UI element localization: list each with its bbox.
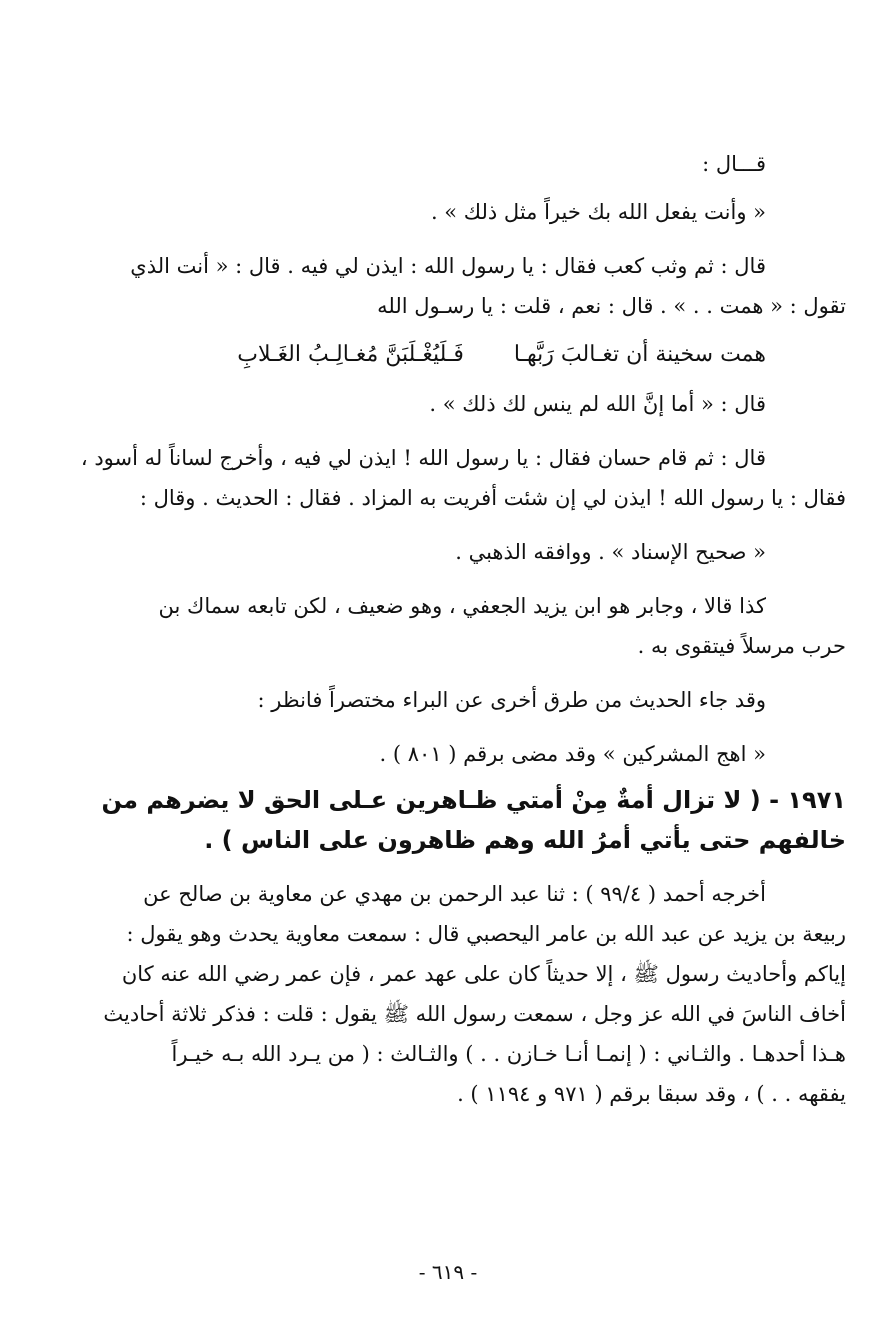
- poetry-verse: [50, 340, 846, 370]
- text-line-hassan-1: قال : ثم قام حسان فقال : يا رسول الله ! ايذن لي فيه ، وأخرج لساناً له أسود ،: [80, 446, 766, 470]
- page-number: - ٦١٩ -: [418, 1260, 478, 1284]
- text-line-hassan-2: فقال : يا رسول الله ! ايذن لي إن شئت أفريت به المزاد . فقال : الحديث . وقال :: [139, 486, 846, 510]
- text-line-sahih: « صحيح الإسناد » . ووافقه الذهبي .: [455, 540, 766, 564]
- text-line-qal: قـــال :: [702, 152, 766, 176]
- page-body: [50, 150, 846, 1108]
- text-line-kaab-2: تقول : « همت . . » . قال : نعم ، قلت : يا رسـول الله: [377, 294, 846, 318]
- takhrij-line-1: أخرجه أحمد ( ٩٩/٤ ) : ثنا عبد الرحمن بن مهدي عن معاوية بن صالح عن: [143, 882, 766, 906]
- hadith-heading-line-1: ١٩٧١ - ( لا تزال أمةٌ مِنْ أمتي ظـاهرين عـلى الحق لا يضرهم من: [101, 786, 846, 814]
- verse-second-hemistich: فَـلَيُغْـلَبَنَّ مُغـالِـبُ الغَـلابِ: [237, 342, 464, 367]
- text-line-wa-anta: « وأنت يفعل الله بك خيراً مثل ذلك » .: [430, 200, 766, 224]
- hadith-heading-line-2: خالفهم حتى يأتي أمرُ الله وهم ظاهرون على الناس ) .: [204, 826, 846, 854]
- text-line-uhju: « اهج المشركين » وقد مضى برقم ( ٨٠١ ) .: [379, 742, 766, 766]
- takhrij-line-6: يفقهه . . ) ، وقد سبقا برقم ( ٩٧١ و ١١٩٤ ) .: [457, 1082, 846, 1106]
- text-line-ama-inna: قال : « أما إنَّ الله لم ينس لك ذلك » .: [429, 392, 766, 416]
- text-line-kadha-1: كذا قالا ، وجابر هو ابن يزيد الجعفي ، وهو ضعيف ، لكن تابعه سماك بن: [158, 594, 766, 618]
- takhrij-line-2: ربيعة بن يزيد عن عبد الله بن عامر اليحصبي قال : سمعت معاوية يحدث وهو يقول :: [126, 922, 846, 946]
- takhrij-line-4: أخاف الناسَ في الله عز وجل ، سمعت رسول الله ﷺ يقول : قلت : فذكر ثلاثة أحاديث: [103, 1002, 846, 1026]
- verse-first-hemistich: همت سخينة أن تغـالبَ رَبَّهـا: [513, 342, 766, 367]
- text-line-kadha-2: حرب مرسلاً فيتقوى به .: [637, 634, 846, 658]
- takhrij-line-3: إياكم وأحاديث رسول ﷺ ، إلا حديثاً كان على عهد عمر ، فإن عمر رضي الله عنه كان: [121, 962, 846, 986]
- text-line-kaab-1: قال : ثم وثب كعب فقال : يا رسول الله : ايذن لي فيه . قال : « أنت الذي: [130, 254, 766, 278]
- text-line-waqad-jaa: وقد جاء الحديث من طرق أخرى عن البراء مختصراً فانظر :: [257, 688, 766, 712]
- takhrij-line-5: هـذا أحدهـا . والثـاني : ( إنمـا أنـا خـازن . . ) والثـالث : ( من يـرد الله بـه خيـراً: [171, 1042, 846, 1066]
